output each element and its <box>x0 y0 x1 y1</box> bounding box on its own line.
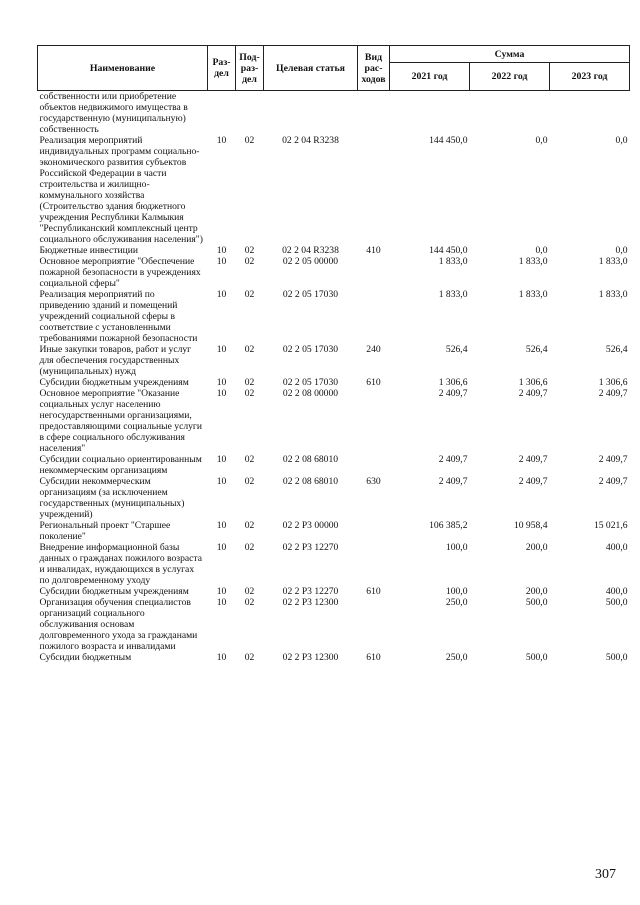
page-number: 307 <box>595 867 616 882</box>
table-row <box>38 91 630 136</box>
cell-name: Субсидии социально ориентированным некоммерческим организациям <box>39 454 202 476</box>
header-year-2023: 2023 год <box>550 63 630 91</box>
cell-2022: 500,0 <box>525 597 548 608</box>
cell-2022: 0,0 <box>535 245 548 256</box>
header-section: Раз-дел <box>208 46 236 91</box>
cell-name: Основное мероприятие "Обеспечение пожарной безопасности в учреждениях социальной сферы" <box>39 256 201 289</box>
cell-section: 10 <box>216 476 227 487</box>
cell-section: 10 <box>216 135 227 146</box>
header-year-2022: 2022 год <box>470 63 550 91</box>
cell-section: 10 <box>216 344 227 355</box>
cell-2023: 2 409,7 <box>598 476 628 487</box>
cell-2023: 0,0 <box>615 135 628 146</box>
cell-2022: 200,0 <box>525 542 548 553</box>
cell-target: 02 2 04 R3238 <box>282 245 339 256</box>
cell-2021: 1 833,0 <box>438 256 468 267</box>
cell-section: 10 <box>216 388 227 399</box>
cell-name: Бюджетные инвестиции <box>39 245 138 256</box>
cell-2022: 1 833,0 <box>518 289 548 300</box>
table-body <box>38 91 630 664</box>
cell-section: 10 <box>216 256 227 267</box>
cell-2023: 1 833,0 <box>598 289 628 300</box>
table-row <box>38 245 630 256</box>
cell-section: 10 <box>216 586 227 597</box>
cell-name: Субсидии бюджетным учреждениям <box>39 586 189 597</box>
cell-target: 02 2 P3 12270 <box>282 542 339 553</box>
cell-2023: 2 409,7 <box>598 454 628 465</box>
cell-2022: 10 958,4 <box>513 520 548 531</box>
cell-2021: 2 409,7 <box>438 476 468 487</box>
cell-expense-type <box>358 289 390 344</box>
cell-subsection: 02 <box>244 542 255 553</box>
cell-2023: 526,4 <box>605 344 628 355</box>
header-sum: Сумма <box>390 46 630 63</box>
cell-section: 10 <box>216 377 227 388</box>
cell-subsection: 02 <box>244 135 255 146</box>
cell-expense-type <box>358 91 390 136</box>
cell-expense-type: 410 <box>366 245 381 256</box>
cell-2021: 100,0 <box>445 586 468 597</box>
cell-expense-type <box>358 454 390 476</box>
table-row <box>38 476 630 520</box>
cell-name: Организация обучения специалистов организаций социального обслуживания основам долговременного ухода за гражданами пожилого возраста и инвалидами <box>39 597 198 652</box>
cell-target: 02 2 05 00000 <box>282 256 339 267</box>
cell-2022: 1 833,0 <box>518 256 548 267</box>
cell-target: 02 2 05 17030 <box>282 344 339 355</box>
cell-2021: 100,0 <box>445 542 468 553</box>
cell-subsection: 02 <box>244 476 255 487</box>
table-row <box>38 388 630 454</box>
cell-2023: 2 409,7 <box>598 388 628 399</box>
cell-target: 02 2 04 R3238 <box>282 135 339 146</box>
cell-subsection: 02 <box>244 256 255 267</box>
table-row <box>38 377 630 388</box>
cell-2022 <box>470 91 550 136</box>
cell-expense-type <box>358 256 390 289</box>
cell-2023: 400,0 <box>605 586 628 597</box>
table-row <box>38 652 630 663</box>
budget-table <box>37 45 630 663</box>
cell-section: 10 <box>216 245 227 256</box>
cell-name: Иные закупки товаров, работ и услуг для обеспечения государственных (муниципальных) нужд <box>39 344 192 377</box>
cell-target: 02 2 05 17030 <box>282 377 339 388</box>
cell-section: 10 <box>216 542 227 553</box>
cell-2022: 500,0 <box>525 652 548 663</box>
table-row <box>38 542 630 586</box>
cell-2023 <box>550 91 630 136</box>
cell-2022: 200,0 <box>525 586 548 597</box>
table-row <box>38 344 630 377</box>
cell-subsection: 02 <box>244 388 255 399</box>
cell-2023: 500,0 <box>605 597 628 608</box>
table-header <box>38 46 630 91</box>
cell-expense-type: 610 <box>366 652 381 663</box>
header-subsection: Под-раз-дел <box>236 46 264 91</box>
cell-target: 02 2 P3 12300 <box>282 597 339 608</box>
table-row <box>38 135 630 245</box>
cell-target: 02 2 P3 00000 <box>282 520 339 531</box>
cell-2021 <box>390 91 470 136</box>
cell-section: 10 <box>216 652 227 663</box>
header-name: Наименование <box>38 46 208 91</box>
cell-2022: 1 306,6 <box>518 377 548 388</box>
header-year-2021: 2021 год <box>390 63 470 91</box>
table-row <box>38 520 630 542</box>
cell-subsection: 02 <box>244 245 255 256</box>
cell-name: Региональный проект "Старшее поколение" <box>39 520 171 542</box>
cell-2021: 2 409,7 <box>438 454 468 465</box>
table-row <box>38 289 630 344</box>
cell-2021: 526,4 <box>445 344 468 355</box>
cell-2021: 144 450,0 <box>429 135 468 146</box>
cell-expense-type: 630 <box>366 476 381 487</box>
cell-2021: 250,0 <box>445 597 468 608</box>
cell-2022: 2 409,7 <box>518 454 548 465</box>
cell-name: Субсидии некоммерческим организациям (за исключением государственных (муниципальных) учреждений) <box>39 476 185 520</box>
cell-2023: 400,0 <box>605 542 628 553</box>
cell-target: 02 2 08 68010 <box>282 454 339 465</box>
header-target: Целевая статья <box>264 46 358 91</box>
cell-2023: 500,0 <box>605 652 628 663</box>
table-row <box>38 454 630 476</box>
cell-section <box>208 91 236 136</box>
cell-name: собственности или приобретение объектов недвижимого имущества в государственную (муниципальную) собственность <box>39 91 188 135</box>
cell-section: 10 <box>216 597 227 608</box>
cell-expense-type <box>358 135 390 245</box>
table-row <box>38 597 630 652</box>
cell-2023: 15 021,6 <box>593 520 628 531</box>
table-row <box>38 256 630 289</box>
cell-subsection <box>236 91 264 136</box>
cell-name: Субсидии бюджетным учреждениям <box>39 377 189 388</box>
cell-section: 10 <box>216 454 227 465</box>
header-expense-type: Вид рас-ходов <box>358 46 390 91</box>
cell-expense-type: 610 <box>366 377 381 388</box>
cell-subsection: 02 <box>244 597 255 608</box>
table-row <box>38 586 630 597</box>
cell-name: Внедрение информационной базы данных о гражданах пожилого возраста и инвалидах, нуждающихся в услугах по долговременному уходу <box>39 542 202 586</box>
cell-2021: 1 833,0 <box>438 289 468 300</box>
cell-2021: 144 450,0 <box>429 245 468 256</box>
cell-target: 02 2 05 17030 <box>282 289 339 300</box>
cell-name: Реализация мероприятий индивидуальных программ социально-экономического развития субъектов Российской Федерации в части строительства и жилищно-коммунального хозяйства (Строительство здания бюджетного учреждения Республики Калмыкия "Республиканский комплексный центр социального обслуживания населения") <box>39 135 203 245</box>
cell-2023: 1 306,6 <box>598 377 628 388</box>
cell-expense-type <box>358 520 390 542</box>
cell-2023: 1 833,0 <box>598 256 628 267</box>
cell-expense-type: 610 <box>366 586 381 597</box>
cell-2021: 106 385,2 <box>429 520 468 531</box>
cell-2021: 2 409,7 <box>438 388 468 399</box>
cell-target: 02 2 08 00000 <box>282 388 339 399</box>
cell-subsection: 02 <box>244 454 255 465</box>
cell-2021: 1 306,6 <box>438 377 468 388</box>
cell-target: 02 2 08 68010 <box>282 476 339 487</box>
cell-section: 10 <box>216 520 227 531</box>
cell-name: Реализация мероприятий по приведению зданий и помещений учреждений социальной сферы в соответствие с установленными требованиями пожарной безопасности <box>39 289 198 344</box>
cell-expense-type <box>358 597 390 652</box>
cell-target: 02 2 P3 12300 <box>282 652 339 663</box>
cell-expense-type: 240 <box>366 344 381 355</box>
cell-2022: 2 409,7 <box>518 388 548 399</box>
cell-expense-type <box>358 388 390 454</box>
cell-target: 02 2 P3 12270 <box>282 586 339 597</box>
cell-subsection: 02 <box>244 520 255 531</box>
cell-subsection: 02 <box>244 652 255 663</box>
cell-name: Субсидии бюджетным <box>39 652 132 663</box>
cell-subsection: 02 <box>244 289 255 300</box>
cell-subsection: 02 <box>244 586 255 597</box>
cell-expense-type <box>358 542 390 586</box>
cell-2021: 250,0 <box>445 652 468 663</box>
cell-2023: 0,0 <box>615 245 628 256</box>
cell-2022: 526,4 <box>525 344 548 355</box>
cell-subsection: 02 <box>244 377 255 388</box>
cell-2022: 0,0 <box>535 135 548 146</box>
cell-section: 10 <box>216 289 227 300</box>
cell-subsection: 02 <box>244 344 255 355</box>
cell-name: Основное мероприятие "Оказание социальных услуг населению негосударственными организациями, предоставляющими социальные услуги в сфере социального обслуживания населения" <box>39 388 202 454</box>
cell-target <box>264 91 358 136</box>
cell-2022: 2 409,7 <box>518 476 548 487</box>
